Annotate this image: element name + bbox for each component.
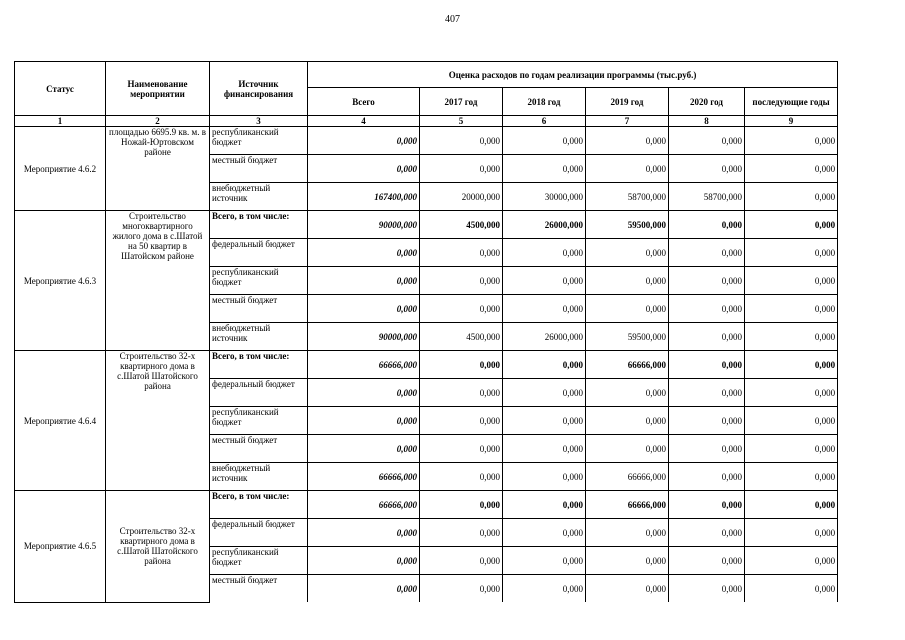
year-value-cell: 0,000 [503,351,586,379]
year-value-cell: 0,000 [669,491,745,519]
total-value-cell: 0,000 [308,519,420,547]
year-value-cell: 0,000 [745,575,838,603]
year-value-cell: 59500,000 [586,211,669,239]
total-value-cell: 167400,000 [308,183,420,211]
year-value-cell: 0,000 [669,155,745,183]
total-value-cell: 90000,000 [308,323,420,351]
year-value-cell: 0,000 [503,547,586,575]
funding-source-cell: федеральный бюджет [210,379,308,407]
year-value-cell: 4500,000 [420,323,503,351]
header-year: 2017 год [420,88,503,116]
year-value-cell: 20000,000 [420,183,503,211]
page-number: 407 [445,14,460,25]
year-value-cell: 0,000 [420,295,503,323]
header-year: 2020 год [669,88,745,116]
header-year: 2019 год [586,88,669,116]
header-estimate: Оценка расходов по годам реализации программы (тыс.руб.) [308,62,838,88]
year-value-cell: 0,000 [420,519,503,547]
year-value-cell: 0,000 [669,127,745,155]
header-status: Статус [15,62,106,116]
year-value-cell: 0,000 [669,211,745,239]
year-value-cell: 0,000 [503,575,586,603]
header-year: 2018 год [503,88,586,116]
year-value-cell: 0,000 [745,519,838,547]
column-number: 4 [308,116,420,127]
year-value-cell: 0,000 [745,491,838,519]
year-value-cell: 0,000 [503,127,586,155]
year-value-cell: 66666,000 [586,463,669,491]
total-value-cell: 90000,000 [308,211,420,239]
funding-source-cell: федеральный бюджет [210,519,308,547]
column-number: 9 [745,116,838,127]
table-row [15,211,838,239]
year-value-cell: 0,000 [503,267,586,295]
year-value-cell: 0,000 [669,435,745,463]
funding-source-cell: федеральный бюджет [210,239,308,267]
total-value-cell: 66666,000 [308,351,420,379]
header-year: Всего [308,88,420,116]
funding-source-cell: местный бюджет [210,435,308,463]
year-value-cell: 4500,000 [420,211,503,239]
event-name-cell: площадью 6695.9 кв. м. в Ножай-Юртовском районе [106,127,210,211]
funding-source-cell: внебюджетный источник [210,323,308,351]
year-value-cell: 59500,000 [586,323,669,351]
year-value-cell: 0,000 [503,491,586,519]
total-value-cell: 0,000 [308,435,420,463]
funding-source-cell: местный бюджет [210,295,308,323]
year-value-cell: 0,000 [586,267,669,295]
funding-source-cell: Всего, в том числе: [210,491,308,519]
total-value-cell: 0,000 [308,575,420,603]
status-cell: Мероприятие 4.6.3 [15,211,106,351]
column-number: 3 [210,116,308,127]
year-value-cell: 58700,000 [669,183,745,211]
funding-source-cell: Всего, в том числе: [210,351,308,379]
status-cell: Мероприятие 4.6.4 [15,351,106,491]
year-value-cell: 0,000 [586,379,669,407]
total-value-cell: 0,000 [308,127,420,155]
year-value-cell: 0,000 [586,435,669,463]
year-value-cell: 0,000 [420,267,503,295]
year-value-cell: 0,000 [669,519,745,547]
year-value-cell: 0,000 [745,267,838,295]
funding-source-cell: республиканский бюджет [210,127,308,155]
year-value-cell: 0,000 [745,435,838,463]
total-value-cell: 0,000 [308,155,420,183]
year-value-cell: 0,000 [586,239,669,267]
year-value-cell: 0,000 [745,547,838,575]
funding-source-cell: республиканский бюджет [210,267,308,295]
total-value-cell: 66666,000 [308,463,420,491]
year-value-cell: 0,000 [669,239,745,267]
year-value-cell: 0,000 [503,239,586,267]
year-value-cell: 0,000 [669,351,745,379]
year-value-cell: 0,000 [745,211,838,239]
year-value-cell: 0,000 [745,295,838,323]
status-cell: Мероприятие 4.6.5 [15,491,106,603]
year-value-cell: 0,000 [420,407,503,435]
total-value-cell: 0,000 [308,407,420,435]
funding-source-cell: внебюджетный источник [210,463,308,491]
year-value-cell: 0,000 [745,239,838,267]
year-value-cell: 0,000 [420,435,503,463]
year-value-cell: 0,000 [420,491,503,519]
total-value-cell: 66666,000 [308,491,420,519]
year-value-cell: 0,000 [586,547,669,575]
year-value-cell: 0,000 [745,463,838,491]
year-value-cell: 0,000 [503,155,586,183]
table-body [15,127,838,603]
year-value-cell: 0,000 [586,519,669,547]
funding-source-cell: республиканский бюджет [210,547,308,575]
year-value-cell: 0,000 [586,127,669,155]
year-value-cell: 0,000 [503,295,586,323]
column-number: 6 [503,116,586,127]
event-name-cell: Строительство многоквартирного жилого дома в с.Шатой на 50 квартир в Шатойском районе [106,211,210,351]
year-value-cell: 0,000 [420,547,503,575]
year-value-cell: 0,000 [586,295,669,323]
year-value-cell: 26000,000 [503,211,586,239]
funding-source-cell: внебюджетный источник [210,183,308,211]
year-value-cell: 0,000 [669,323,745,351]
year-value-cell: 0,000 [420,351,503,379]
total-value-cell: 0,000 [308,295,420,323]
header-name: Наименование мероприятии [106,62,210,116]
year-value-cell: 58700,000 [586,183,669,211]
status-cell: Мероприятие 4.6.2 [15,127,106,211]
year-value-cell: 0,000 [420,239,503,267]
year-value-cell: 0,000 [745,351,838,379]
funding-source-cell: местный бюджет [210,575,308,603]
year-value-cell: 0,000 [669,267,745,295]
header-year: последующие годы [745,88,838,116]
funding-source-cell: местный бюджет [210,155,308,183]
year-value-cell: 66666,000 [586,491,669,519]
table-row [15,491,838,519]
year-value-cell: 0,000 [669,575,745,603]
year-value-cell: 0,000 [586,407,669,435]
total-value-cell: 0,000 [308,239,420,267]
total-value-cell: 0,000 [308,267,420,295]
funding-source-cell: Всего, в том числе: [210,211,308,239]
table-row [15,127,838,155]
year-value-cell: 30000,000 [503,183,586,211]
total-value-cell: 0,000 [308,379,420,407]
year-value-cell: 0,000 [669,295,745,323]
table-row [15,351,838,379]
year-value-cell: 0,000 [420,127,503,155]
year-value-cell: 0,000 [669,463,745,491]
year-value-cell: 0,000 [745,407,838,435]
year-value-cell: 0,000 [745,323,838,351]
year-value-cell: 26000,000 [503,323,586,351]
year-value-cell: 0,000 [745,379,838,407]
total-value-cell: 0,000 [308,547,420,575]
event-name-cell: Строительство 32-х квартирного дома в с.Шатой Шатойского района [106,491,210,603]
header-source: Источник финансирования [210,62,308,116]
year-value-cell: 0,000 [503,407,586,435]
column-number: 2 [106,116,210,127]
year-value-cell: 0,000 [669,379,745,407]
column-number: 8 [669,116,745,127]
year-value-cell: 0,000 [669,407,745,435]
year-value-cell: 0,000 [745,127,838,155]
funding-source-cell: республиканский бюджет [210,407,308,435]
year-value-cell: 0,000 [745,183,838,211]
year-value-cell: 0,000 [420,379,503,407]
year-value-cell: 0,000 [420,463,503,491]
year-value-cell: 0,000 [586,155,669,183]
year-value-cell: 0,000 [503,463,586,491]
year-value-cell: 0,000 [745,155,838,183]
column-number: 1 [15,116,106,127]
year-value-cell: 0,000 [503,519,586,547]
year-value-cell: 66666,000 [586,351,669,379]
year-value-cell: 0,000 [503,379,586,407]
year-value-cell: 0,000 [669,547,745,575]
year-value-cell: 0,000 [420,155,503,183]
year-value-cell: 0,000 [503,435,586,463]
year-value-cell: 0,000 [586,575,669,603]
budget-table [14,61,838,603]
year-value-cell: 0,000 [420,575,503,603]
column-number: 5 [420,116,503,127]
column-number: 7 [586,116,669,127]
event-name-cell: Строительство 32-х квартирного дома в с.Шатой Шатойского района [106,351,210,491]
